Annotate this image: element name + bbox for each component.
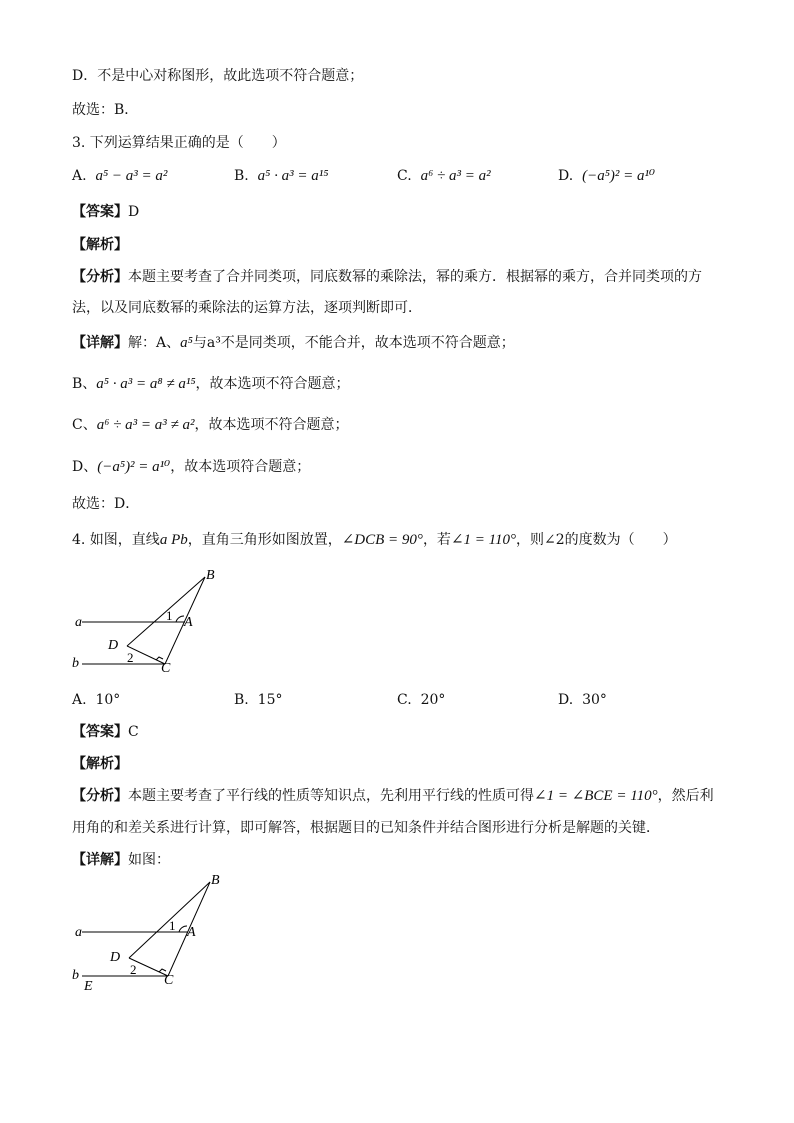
- prev-choose: 故选：B．: [72, 102, 139, 118]
- q4-option-d: D. 30°: [558, 692, 607, 708]
- q4-answer: 【答案】C: [72, 724, 139, 740]
- q4-analysis-line2: 用角的和差关系进行计算，即可解答，根据题目的已知条件并结合图形进行分析是解题的关键．: [72, 820, 660, 836]
- label-B: B: [211, 873, 220, 888]
- q4-answer-value: C: [128, 724, 139, 740]
- q3-detail-d: D、(−a⁵)² = a¹⁰，故本选项符合题意；: [72, 459, 311, 475]
- angle-1-arc: [179, 926, 187, 932]
- q4-option-b: B. 15°: [234, 692, 283, 708]
- label-2: 2: [130, 962, 137, 977]
- label-E: E: [84, 979, 93, 994]
- label-D: D: [108, 638, 119, 653]
- q3-detail-c: C、a⁶ ÷ a³ = a³ ≠ a²，故本选项不符合题意；: [72, 417, 349, 433]
- q3-analysis-line2: 法，以及同底数幂的乘除法的运算方法，逐项判断即可．: [72, 300, 422, 316]
- label-b: b: [72, 968, 79, 983]
- q3-analysis-heading: 【解析】: [72, 237, 128, 253]
- label-a: a: [75, 615, 82, 630]
- label-b: b: [72, 656, 79, 671]
- label-A: A: [184, 615, 193, 630]
- question-4-stem: 4. 如图，直线a Pb，直角三角形如图放置，∠DCB = 90°，若∠1 = 110°，则∠2的度数为（ ）: [72, 532, 677, 548]
- q4-analysis-line1: 【分析】本题主要考查了平行线的性质等知识点，先利用平行线的性质可得∠1 = ∠BCE = 110°，然后利: [72, 788, 714, 804]
- q4-detail: 【详解】如图：: [72, 852, 170, 868]
- q3-analysis-line1: 【分析】本题主要考查了合并同类项，同底数幂的乘除法，幂的乘方．根据幂的乘方，合并同类项的方: [72, 269, 702, 285]
- label-C: C: [161, 661, 171, 676]
- label-1: 1: [169, 918, 176, 933]
- q4-analysis-heading: 【解析】: [72, 756, 128, 772]
- q4-option-a: A. 10°: [72, 692, 121, 708]
- q3-detail-b: B、a⁵ · a³ = a⁸ ≠ a¹⁵，故本选项不符合题意；: [72, 376, 350, 392]
- angle-1-arc: [176, 616, 184, 622]
- q3-option-a: A. a⁵ − a³ = a²: [72, 168, 168, 184]
- label-2: 2: [127, 650, 134, 665]
- q3-answer-value: D: [128, 204, 140, 220]
- q3-option-d: D. (−a⁵)² = a¹⁰: [558, 168, 656, 184]
- q3-choose: 故选：D．: [72, 496, 140, 512]
- q3-option-b: B. a⁵ · a³ = a¹⁵: [234, 168, 329, 184]
- figure-1: [70, 565, 230, 680]
- question-3-stem: 3. 下列运算结果正确的是（ ）: [72, 135, 286, 151]
- label-A: A: [187, 925, 196, 940]
- label-1: 1: [166, 608, 173, 623]
- label-C: C: [164, 973, 174, 988]
- prev-option-d: D．不是中心对称图形，故此选项不符合题意；: [72, 68, 364, 84]
- label-a: a: [75, 925, 82, 940]
- label-D: D: [110, 950, 121, 965]
- right-angle-mark: [156, 657, 163, 660]
- figure-2: [70, 870, 235, 995]
- answer-label: 【答案】: [72, 204, 128, 220]
- q4-option-c: C. 20°: [397, 692, 446, 708]
- label-B: B: [206, 568, 215, 583]
- q3-answer: [72, 202, 139, 222]
- q3-option-c: C. a⁶ ÷ a³ = a²: [397, 168, 491, 184]
- right-angle-mark: [159, 969, 166, 972]
- q3-detail-a: 【详解】解：A、a⁵与a³不是同类项，不能合并，故本选项不符合题意；: [72, 335, 515, 351]
